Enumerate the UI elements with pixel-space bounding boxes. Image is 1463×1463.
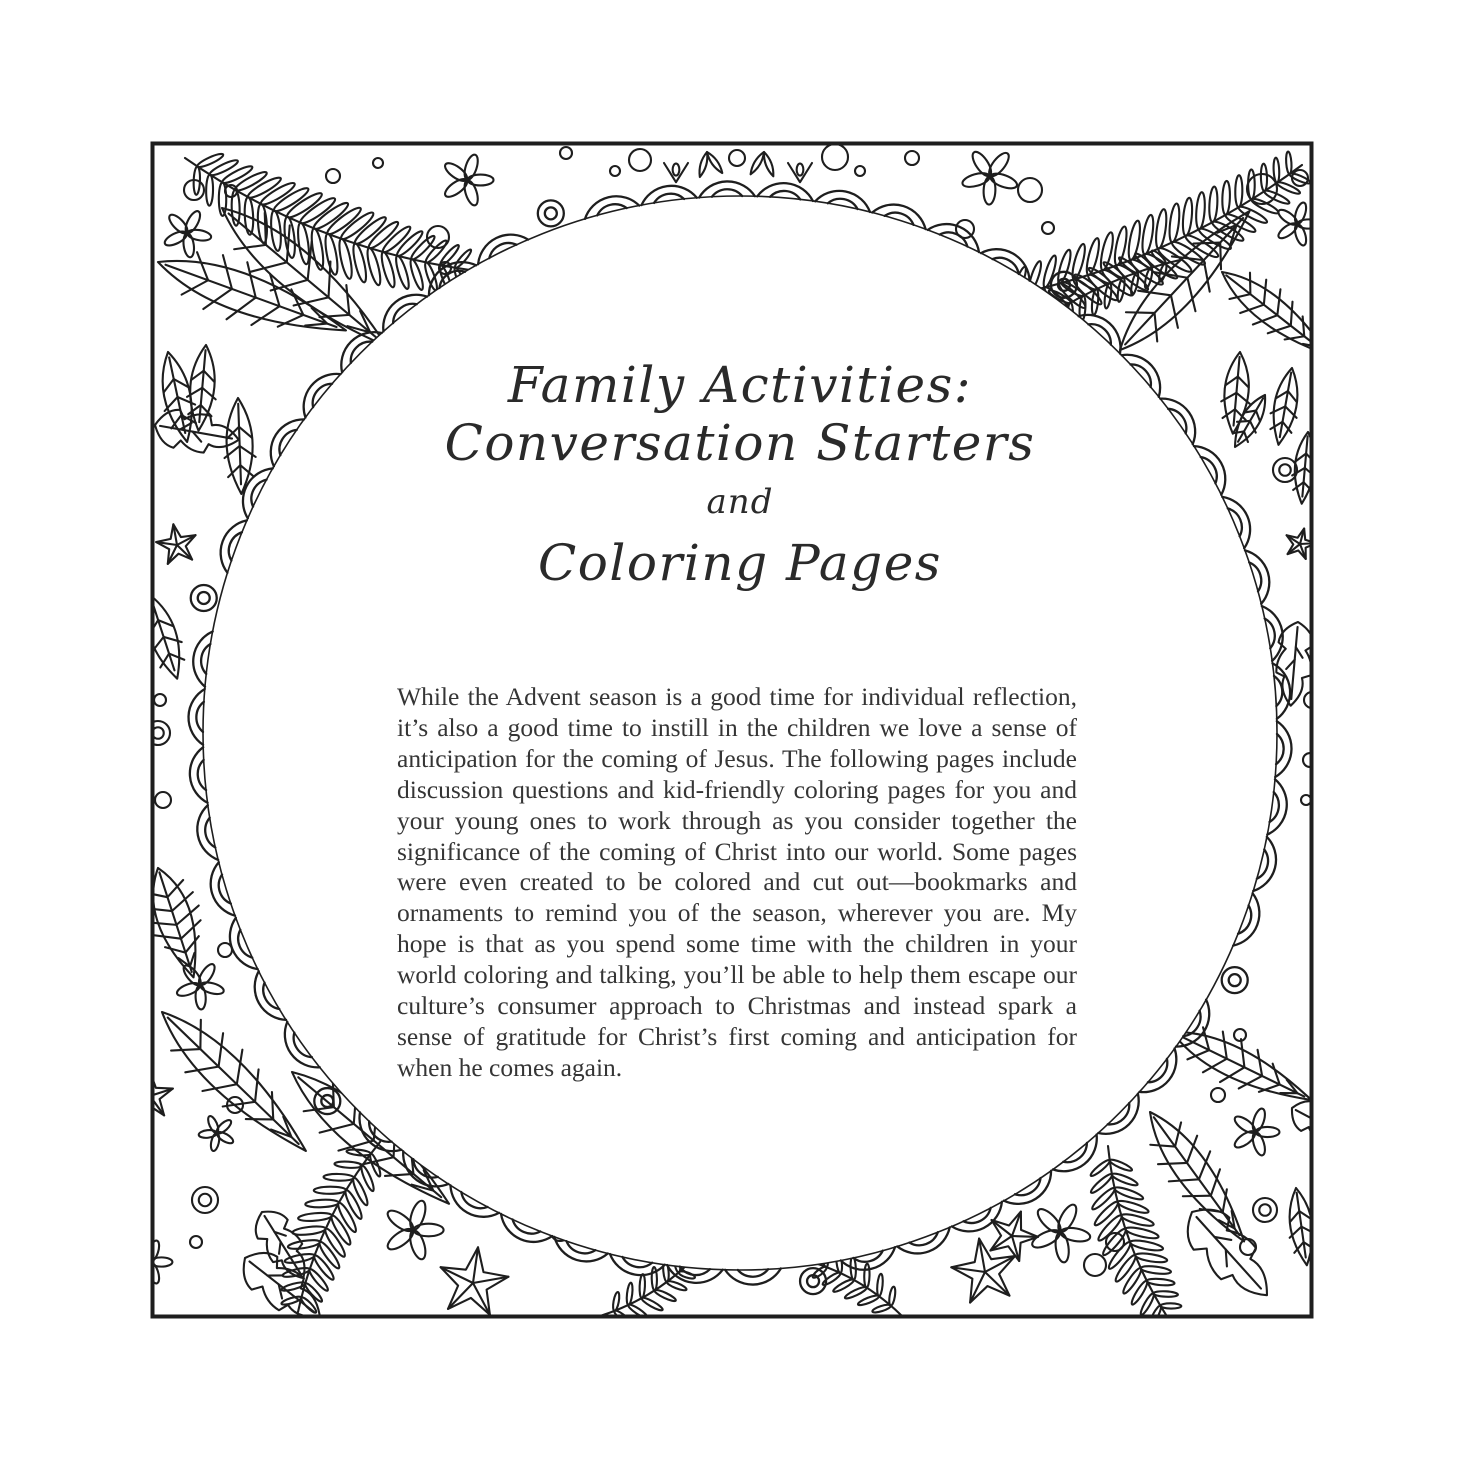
title-line-1: Family Activities: bbox=[507, 356, 973, 414]
title-line-4: Coloring Pages bbox=[538, 534, 942, 592]
intro-paragraph: While the Advent season is a good time for individual reflection, it’s also a good time to instill in the children we love a sense of anticipation for the coming of Jesus. The following pages include discussion questions and kid-friendly coloring pages for you and your young ones to work through as you consider together the significance of the coming of Christ into our world. Some pages were even created to be colored and cut out—bookmarks and ornaments to remind you of the season, wherever you are. My hope is that as you spend some time with the children in your world coloring and talking, you’ll be able to help them escape our culture’s consumer approach to Christmas and instead spark a sense of gratitude for Christ’s first coming and anticipation for when he comes again. bbox=[397, 682, 1077, 1082]
title-line-2: Conversation Starters bbox=[444, 414, 1036, 472]
page-title bbox=[340, 356, 1140, 594]
title-line-3: and bbox=[706, 482, 774, 522]
